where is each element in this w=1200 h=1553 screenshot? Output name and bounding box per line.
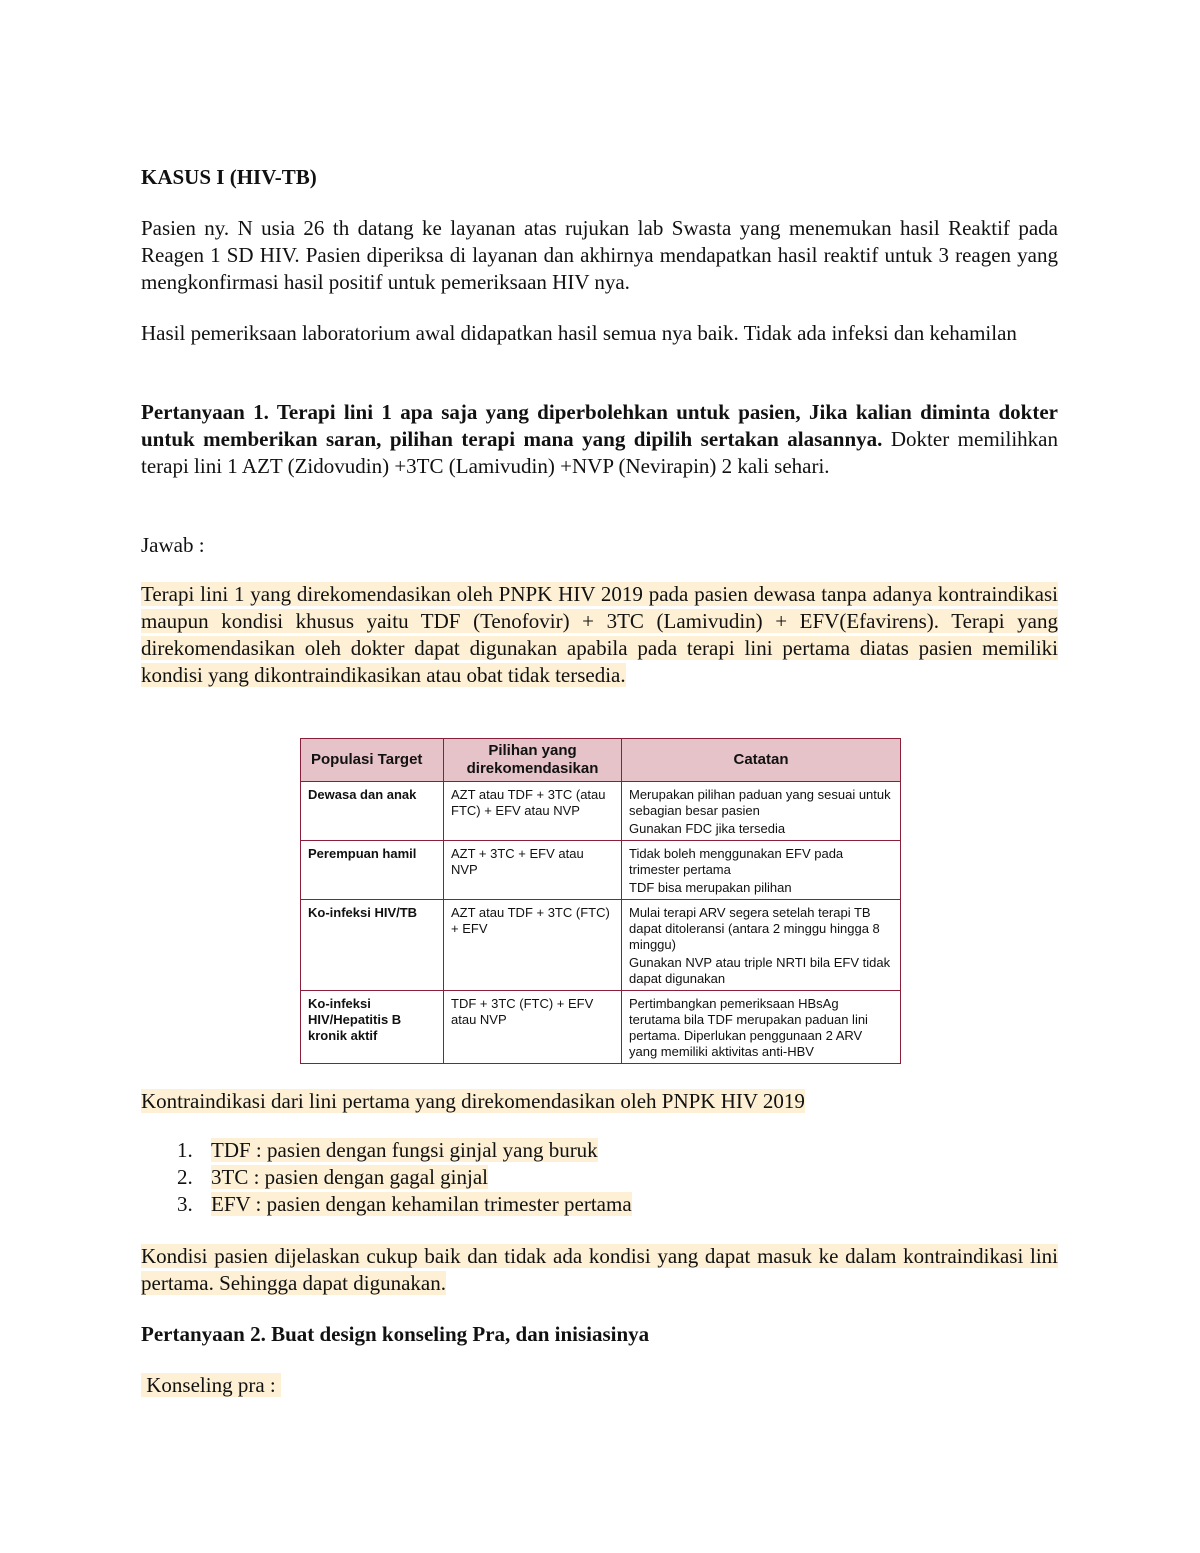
case-intro-paragraph: Pasien ny. N usia 26 th datang ke layanan atas rujukan lab Swasta yang menemukan hasil Reaktif pada Reagen 1 SD HIV. Pasien diperiksa di layanan dan akhirnya mendapatkan hasil reaktif untuk 3 reagen yang mengkonfirmasi hasil positif untuk pemeriksaan HIV nya. [141,216,1058,294]
answer-1-highlight: Terapi lini 1 yang direkomendasikan oleh PNPK HIV 2019 pada pasien dewasa tanpa adanya kontraindikasi maupun kondisi khusus yaitu TDF (Tenofovir) + 3TC (Lamivudin) + EFV(Efavirens). Terapi yang direkomendasikan oleh dokter dapat digunakan apabila pada terapi lini pertama diatas pasien memiliki kondisi yang dikontraindikasikan atau obat tidak tersedia. [141,582,1058,687]
note-line: Merupakan pilihan paduan yang sesuai untuk sebagian besar pasien [629,787,891,818]
question-1-paragraph [141,399,1058,480]
header-choice: Pilihan yang direkomendasikan [444,739,622,782]
note-line: Tidak boleh menggunakan EFV pada trimester pertama [629,846,844,877]
arv-recommendation-table [300,738,901,1064]
list-text: TDF : pasien dengan fungsi ginjal yang buruk [211,1138,598,1162]
case-title: KASUS I (HIV-TB) [141,165,317,189]
table-row [301,900,901,991]
contraindication-heading [141,1088,1058,1115]
cell-choice: TDF + 3TC (FTC) + EFV atau NVP [444,991,622,1064]
cell-choice: AZT atau TDF + 3TC (atau FTC) + EFV atau NVP [444,782,622,841]
question-2-heading: Pertanyaan 2. Buat design konseling Pra, dan inisiasinya [141,1322,650,1346]
list-number: 3. [177,1192,193,1216]
cell-choice: AZT atau TDF + 3TC (FTC) + EFV [444,900,622,991]
question-1-rest: Dokter memilihkan terapi lini 1 AZT (Zidovudin) +3TC (Lamivudin) +NVP (Nevirapin) 2 kali sehari. [141,427,1058,478]
cell-choice: AZT + 3TC + EFV atau NVP [444,841,622,900]
list-text: 3TC : pasien dengan gagal ginjal [211,1165,489,1189]
header-notes: Catatan [622,739,901,782]
cell-notes [622,782,901,841]
table-row [301,991,901,1064]
list-item [141,1137,632,1164]
table-header-row [301,739,901,782]
list-number: 1. [177,1138,193,1162]
counseling-label-paragraph [141,1372,1058,1399]
cell-population: Perempuan hamil [301,841,444,900]
cell-notes [622,991,901,1064]
list-item [141,1191,632,1218]
conclusion-paragraph [141,1243,1058,1297]
table-row [301,782,901,841]
header-population: Populasi Target [301,739,444,782]
note-line: TDF bisa merupakan pilihan [629,880,792,895]
conclusion-highlight: Kondisi pasien dijelaskan cukup baik dan tidak ada kondisi yang dapat masuk ke dalam kontraindikasi lini pertama. Sehingga dapat digunakan. [141,1244,1058,1295]
answer-label: Jawab : [141,533,205,557]
list-text: EFV : pasien dengan kehamilan trimester pertama [211,1192,632,1216]
lab-result-paragraph: Hasil pemeriksaan laboratorium awal didapatkan hasil semua nya baik. Tidak ada infeksi dan kehamilan [141,321,1017,345]
cell-population: Ko-infeksi HIV/Hepatitis B kronik aktif [301,991,444,1064]
note-line: Gunakan FDC jika tersedia [629,821,786,836]
note-line: Pertimbangkan pemeriksaan HBsAg terutama bila TDF merupakan paduan lini pertama. Diperlukan penggunaan 2 ARV yang memiliki aktivitas anti-HBV [629,996,868,1059]
cell-notes [622,841,901,900]
contraindication-heading-highlight: Kontraindikasi dari lini pertama yang direkomendasikan oleh PNPK HIV 2019 [141,1089,805,1113]
note-line: Gunakan NVP atau triple NRTI bila EFV tidak dapat digunakan [629,955,891,986]
contraindication-list [141,1137,632,1218]
cell-population: Dewasa dan anak [301,782,444,841]
counseling-label: Konseling pra : [141,1373,281,1397]
list-item [141,1164,632,1191]
question-1-bold: Pertanyaan 1. Terapi lini 1 apa saja yang diperbolehkan untuk pasien, Jika kalian diminta dokter untuk memberikan saran, pilihan terapi mana yang dipilih sertakan alasannya. [141,400,1058,451]
cell-population: Ko-infeksi HIV/TB [301,900,444,991]
note-line: Mulai terapi ARV segera setelah terapi TB dapat ditoleransi (antara 2 minggu hingga 8 minggu) [629,905,880,952]
list-number: 2. [177,1165,193,1189]
answer-1-paragraph [141,581,1058,689]
cell-notes [622,900,901,991]
table-row [301,841,901,900]
